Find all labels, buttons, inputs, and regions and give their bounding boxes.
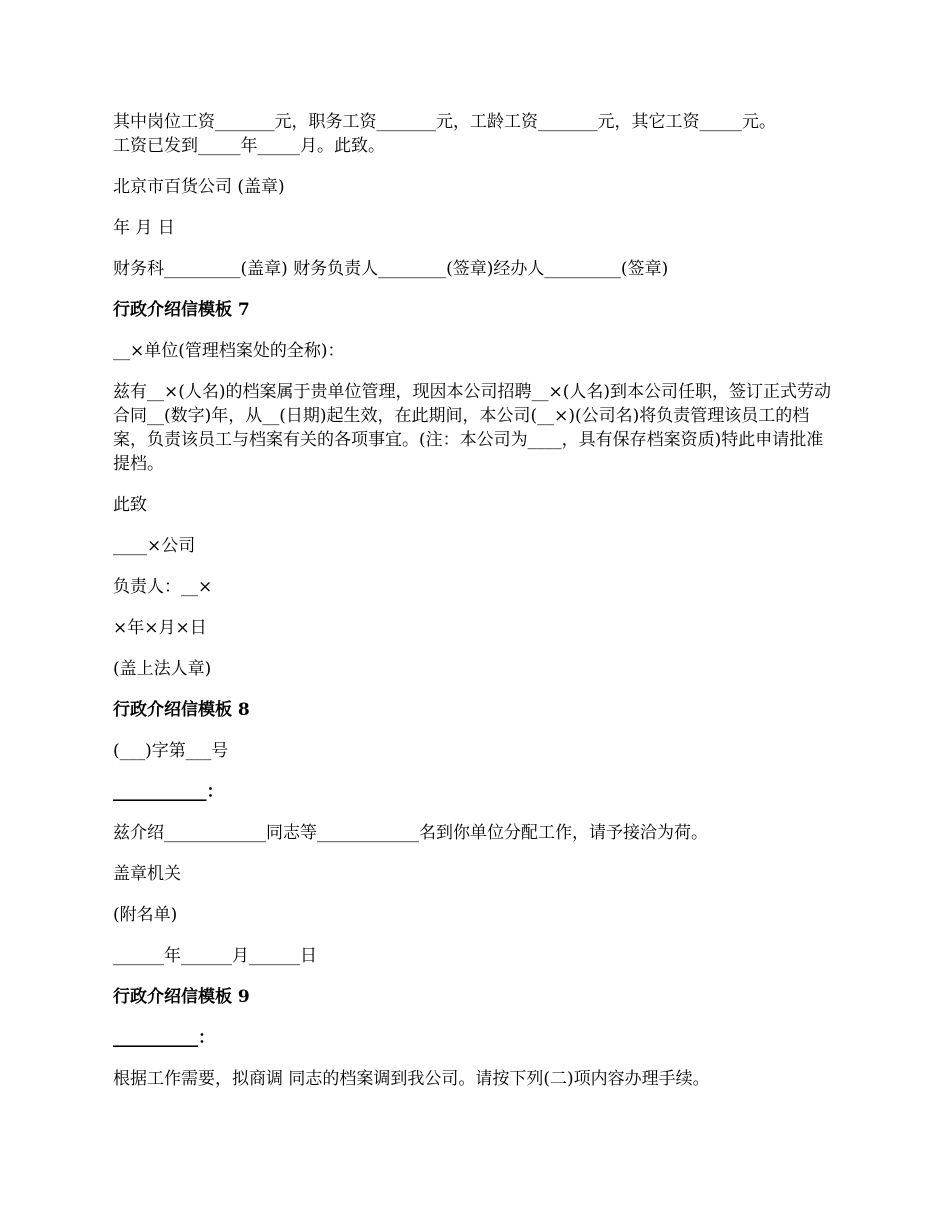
template-7-person: 负责人：__×	[113, 577, 213, 597]
template-8-heading: 行政介绍信模板 8	[113, 700, 250, 720]
salary-line-1: 其中岗位工资_______元，职务工资_______元，工龄工资_______元，其它工资_____元。	[113, 112, 776, 132]
template-7-seal: (盖上法人章)	[113, 659, 212, 679]
template-8-attachment: (附名单)	[113, 905, 178, 925]
template-8-body: 兹介绍____________同志等____________名到你单位分配工作，请予接洽为荷。	[113, 823, 708, 843]
template-7-closing: 此致	[113, 495, 147, 515]
template-7-recipient: __×单位(管理档案处的全称)：	[113, 341, 345, 361]
salary-line-2: 工资已发到_____年_____月。此致。	[113, 136, 385, 156]
date-line: 年 月 日	[113, 218, 175, 238]
template-8-date: ______年______月______日	[113, 946, 317, 966]
template-7-body: 兹有__×(人名)的档案属于贵单位管理，现因本公司招聘__×(人名)到本公司任职，签订正式劳动合同__(数字)年，从__(日期)起生效，在此期间，本公司(__×)(公司名)将负责管理该员工的档案，负责该员工与档案有关的各项事宜。(注：本公司为____，具有保存档案资质)特此申请批准提档。	[113, 382, 832, 474]
template-9-recipient: __________：	[113, 1028, 215, 1048]
template-7-heading: 行政介绍信模板 7	[113, 300, 250, 320]
template-7-date: ×年×月×日	[113, 618, 207, 638]
template-8-number: (___)字第___号	[113, 741, 229, 761]
template-8-recipient: ___________：	[113, 782, 224, 802]
template-9-body: 根据工作需要，拟商调 同志的档案调到我公司。请按下列(二)项内容办理手续。	[113, 1069, 710, 1089]
document-page	[113, 110, 838, 1108]
template-9-heading: 行政介绍信模板 9	[113, 987, 250, 1007]
company-seal-line: 北京市百货公司 (盖章)	[113, 177, 285, 197]
finance-signature-line: 财务科_________(盖章) 财务负责人________(签章)经办人_________(签章)	[113, 259, 669, 279]
template-8-seal: 盖章机关	[113, 864, 181, 884]
template-7-company: ____×公司	[113, 536, 196, 556]
